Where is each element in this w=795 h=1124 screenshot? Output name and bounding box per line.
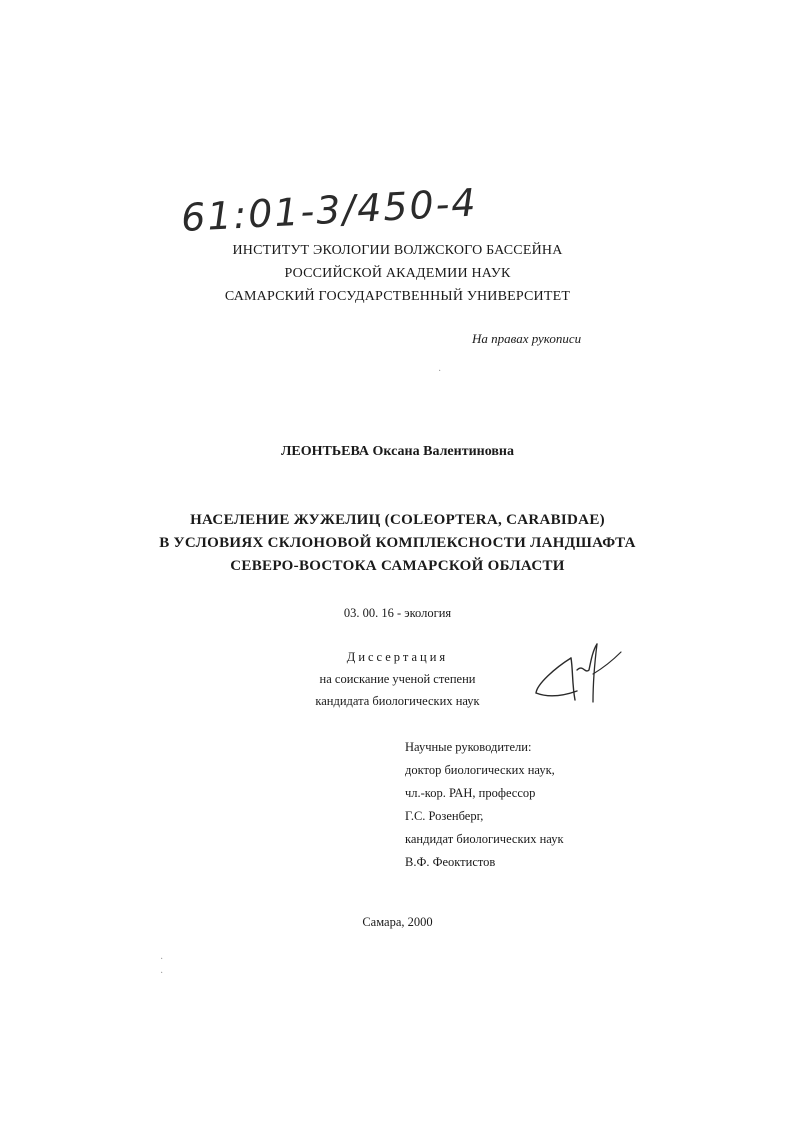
advisor-line: Г.С. Розенберг, bbox=[405, 809, 484, 823]
institution-line-1: ИНСТИТУТ ЭКОЛОГИИ ВОЛЖСКОГО БАССЕЙНА bbox=[232, 243, 563, 258]
degree-line-1: на соискание ученой степени bbox=[319, 672, 476, 686]
scan-speck: · bbox=[160, 954, 164, 965]
advisor-line: доктор биологических наук, bbox=[405, 763, 555, 777]
scan-speck: · bbox=[160, 968, 164, 979]
scan-speck: · bbox=[438, 366, 442, 377]
advisor-line: чл.-кор. РАН, профессор bbox=[405, 786, 536, 800]
author-name: ЛЕОНТЬЕВА Оксана Валентиновна bbox=[281, 444, 514, 459]
title-line-3: СЕВЕРО-ВОСТОКА САМАРСКОЙ ОБЛАСТИ bbox=[230, 558, 565, 574]
place-year: Самара, 2000 bbox=[362, 915, 433, 929]
advisor-line: В.Ф. Феоктистов bbox=[405, 855, 496, 869]
advisors-heading: Научные руководители: bbox=[405, 740, 532, 754]
handwritten-catalog-code: 61:01-3/450-4 bbox=[180, 180, 479, 240]
rights-note: На правах рукописи bbox=[472, 331, 582, 346]
title-line-1: НАСЕЛЕНИЕ ЖУЖЕЛИЦ (COLEOPTERA, CARABIDAE) bbox=[190, 512, 605, 528]
degree-line-2: кандидата биологических наук bbox=[315, 694, 480, 708]
dissertation-label: Диссертация bbox=[346, 650, 449, 664]
specialty-code: 03. 00. 16 - экология bbox=[343, 606, 452, 620]
institution-line-3: САМАРСКИЙ ГОСУДАРСТВЕННЫЙ УНИВЕРСИТЕТ bbox=[224, 289, 571, 304]
signature-mark bbox=[533, 640, 628, 710]
title-line-2: В УСЛОВИЯХ СКЛОНОВОЙ КОМПЛЕКСНОСТИ ЛАНДШАФТА bbox=[159, 535, 636, 551]
institution-line-2: РОССИЙСКОЙ АКАДЕМИИ НАУК bbox=[284, 266, 511, 281]
advisor-line: кандидат биологических наук bbox=[405, 832, 564, 846]
